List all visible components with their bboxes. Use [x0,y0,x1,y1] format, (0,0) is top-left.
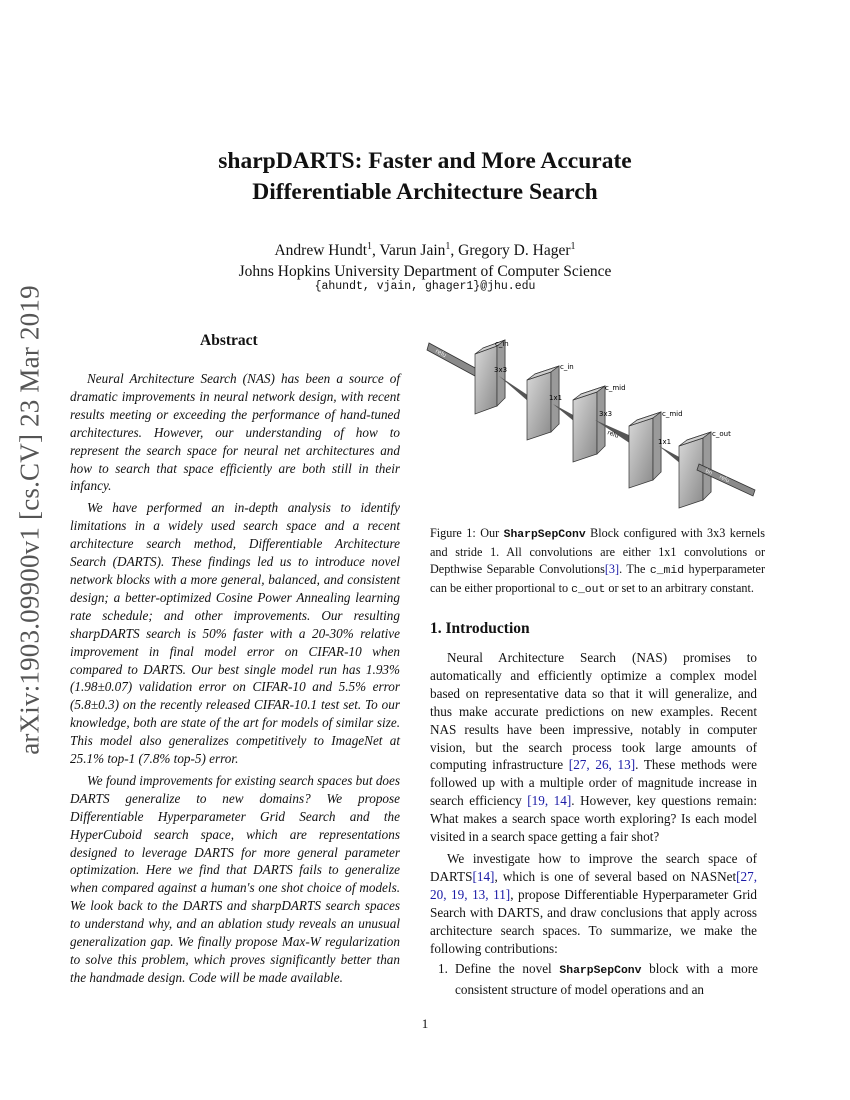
caption-text: or set to an arbitrary constant. [605,581,754,595]
label-3x3-b: 3x3 [599,410,613,418]
label-3x3-a: 3x3 [494,366,508,374]
page-number: 1 [421,1016,429,1031]
caption-code-cmid: c_mid [649,565,685,577]
title-line-1: sharpDARTS: Faster and More Accurate [218,148,632,174]
diagram-svg [425,336,765,514]
paper-title [100,146,750,208]
caption-block-name: SharpSepConv [503,529,586,541]
label-c-out: c_out [712,430,731,438]
label-c-mid-2: c_mid [662,410,683,418]
figure-sharpsepconv-diagram [425,336,765,514]
label-relu-mid: relu [606,429,620,440]
abstract-paragraph: We found improvements for existing search spaces but does DARTS generalize to new domains? We propose Differentiable Hyperparameter Grid Search and the HyperCuboid search space, which are representations designed to leverage DARTS for more general parameter optimization. Here we find that DARTS fails to generalize when compared against a human's one shot choice of models. We look back to the DARTS and sharpDARTS search spaces to understand why, and an ablation study reveals an unusual generalization gap. We finally propose Max-W regularization to solve this problem, which proves significantly better than the handmade design. Code will be made available. [70,772,400,985]
abstract-heading: Abstract [200,332,258,349]
label-c-mid-1: c_mid [605,384,626,392]
label-1x1-a: 1x1 [549,394,563,402]
label-c-in-2: c_in [560,363,574,371]
list-item-text [455,960,758,999]
author-affil-mark: 1 [367,241,373,252]
author-affil-mark: 1 [445,241,451,252]
author-block [100,236,750,282]
input-relu-bar [427,343,477,376]
abstract-body [70,370,400,991]
author-affil-mark: 1 [570,241,576,252]
citation-link[interactable]: [14] [472,868,495,884]
caption-text: Block configured with 3x3 kernels and stride 1. All convolutions are either 1x1 convolutions or Depthwise Separable Convolutions [430,526,765,576]
intro-text: , propose Differentiable Hyperparameter Grid Search with DARTS, and draw conclusions that apply across architecture search spaces. To summarize, we make the following contributions: [430,886,758,956]
label-bn-out: bn [704,468,714,477]
citation-link[interactable]: [3] [604,562,620,576]
list-item-number: 1. [438,961,448,976]
introduction-body [430,649,757,961]
intro-text: Define the novel [455,961,560,976]
intro-paragraph [430,850,757,957]
caption-text: . The [619,562,650,576]
arxiv-stamp-text: arXiv:1903.09900v1 [cs.CV] 23 Mar 2019 [14,285,45,755]
author-name: Andrew Hundt [274,242,368,260]
label-relu-out: relu [718,474,731,485]
intro-text: , which is one of several based on NASNet [494,868,737,884]
caption-text: hyperparameter can be either proportional to [430,562,766,595]
section-heading-introduction: 1. Introduction [430,620,530,637]
citation-link[interactable]: [27, 26, 13] [568,757,636,773]
abstract-paragraph: Neural Architecture Search (NAS) has been a source of dramatic improvements in neural network design, with recent results meeting or exceeding the performance of hand-tuned architectures. However, our understanding of how to represent the search space for neural net architectures and how to search that space efficiently are both still in their infancy. [70,371,400,494]
author-list: Andrew Hundt$^1$, Varun Jain$^1$, Gregory D. Hager$^1$ [274,241,576,260]
figure-caption [430,525,765,599]
label-c-in-1: c_in [495,340,509,348]
intro-paragraph [430,649,757,846]
arxiv-stamp [10,285,50,755]
abstract-paragraph: We have performed an in-depth analysis to identify limitations in a widely used search space and a recent architecture search method, Differentiable Architecture Search (DARTS). These findings led us to introduce novel network blocks with a more general, balanced, and consistent design; a better-optimized Cosine Power Annealing learning rate schedule; and other improvements. Our resulting sharpDARTS search is 50% faster with a 20-30% relative improvement in final model error on CIFAR-10 when compared to DARTS. Our best single model run has 1.93% (1.98±0.07) validation error on CIFAR-10 and 5.5% error (5.8±0.3) on the recently released CIFAR-10.1 test set. To our knowledge, both are state of the art for models of similar size. This model also generalizes competitively to ImageNet at 25.1% top-1 (7.8% top-5) error. [70,500,400,767]
cone-4 [659,446,681,464]
contribution-list-item [438,960,758,999]
label-1x1-b: 1x1 [658,438,672,446]
title-line-2: Differentiable Architecture Search [252,179,598,205]
citation-link[interactable]: [19, 14] [527,793,572,809]
list-item-code: SharpSepConv [559,965,642,977]
author-name: Varun Jain [379,242,446,260]
citation-link[interactable]: [27, 20, 19, 13, 11] [430,868,757,902]
block-depthwise-3x3-b [573,386,605,462]
intro-text: . These methods were followed up with a multiple order of magnitude increase in search efficiency [430,757,757,809]
caption-code-cout: c_out [571,584,606,596]
intro-text: We investigate how to improve the search space of DARTS [430,850,757,884]
author-name: Gregory D. Hager [458,242,571,260]
intro-text: Neural Architecture Search (NAS) promises to automatically and efficiently optimize a complex model based on representative data so that it will generalize, and thus make accurate predictions on new examples. Recent NAS results have been impressive, notably in computer vision, but the search process took large amounts of computing infrastructure [430,650,757,773]
block-pointwise-1x1-a [527,366,559,440]
block-pointwise-1x1-b [629,412,661,488]
author-email: {ahundt, vjain, ghager1}@jhu.edu [314,280,536,293]
input-relu-label: relu [434,347,448,360]
affiliation: Johns Hopkins University Department of Computer Science [238,263,612,281]
intro-text: block with a more consistent structure of model operations and an [455,961,758,997]
intro-text: . However, key questions remain: What makes a search space worth exploring? Is each model visited in a search space getting a fair shot? [430,793,757,845]
caption-prefix: Figure 1: Our [430,526,504,540]
